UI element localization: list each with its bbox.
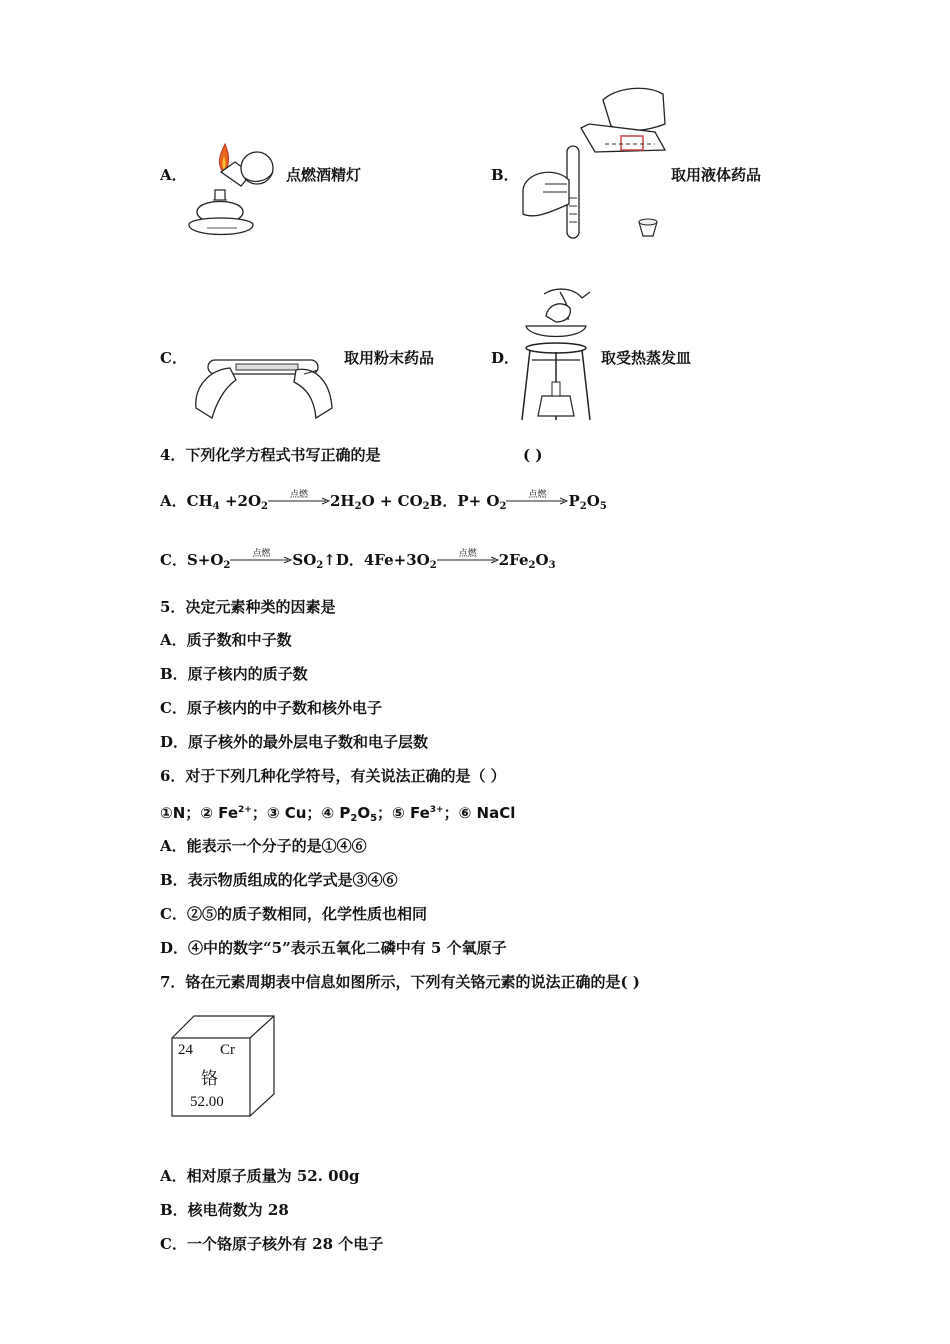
q4-a-letter: A． [160,492,187,510]
q4-option-cd [160,550,556,576]
q5-option-c: C．原子核内的中子数和核外电子 [160,699,382,717]
q4-c-reaction-arrow: 点燃 [230,551,292,571]
q6-option-d: D．④中的数字“5”表示五氧化二磷中有 5 个氧原子 [160,939,507,957]
q3-option-d-letter: D． [491,349,520,367]
q3-option-d-label: 取受热蒸发皿 [601,349,692,367]
alcohol-lamp-icon [183,138,283,243]
q4-b-reaction-arrow: 点燃 [506,492,568,512]
q6-stem: 6．对于下列几种化学符号，有关说法正确的是（ ） [160,767,506,785]
q4-c-letter: C． [160,551,187,569]
q6-option-b: B．表示物质组成的化学式是③④⑥ [160,871,398,889]
q3-option-c-label: 取用粉末药品 [344,349,435,367]
q4-answer-paren: ( ) [523,446,543,464]
q5-stem: 5．决定元素种类的因素是 [160,598,336,616]
q7-option-c: C．一个铬原子核外有 28 个电子 [160,1235,384,1253]
q3-option-b-letter: B． [491,166,519,184]
q5-option-b: B．原子核内的质子数 [160,665,308,683]
q6-symbols: ①N；② $Fe^{2+}$；③ Cu；④ $P_2O_5$；⑤ $Fe^{3+}$；⑥ NaCl [160,804,516,824]
element-atomic-mass: 52.00 [190,1094,224,1110]
q4-a-right: $2H_2O + CO_2B$． [330,492,458,512]
pour-liquid-icon [515,80,675,245]
powder-test-tube-icon [190,348,340,420]
q3-option-b-label: 取用液体药品 [671,166,762,184]
element-card-frame [170,1014,278,1118]
evaporating-dish-icon [516,286,596,424]
q4-a-reaction-arrow: 点燃 [268,492,330,512]
q4-stem: 4．下列化学方程式书写正确的是 [160,446,381,464]
q4-option-ab [160,491,607,517]
q4-b-left: $P+ O_2$ [457,492,507,512]
element-symbol: Cr [220,1042,235,1058]
q3-option-a-letter: A． [160,166,187,184]
q5-option-a: A．质子数和中子数 [160,631,292,649]
q7-option-b: B．核电荷数为 28 [160,1201,289,1219]
q3-option-c-letter: C． [160,349,187,367]
element-card [170,1014,278,1118]
q7-stem: 7．铬在元素周期表中信息如图所示，下列有关铬元素的说法正确的是( ) [160,973,640,991]
q4-b-right: $P_2O_5$ [568,492,607,512]
q4-d-reaction-arrow: 点燃 [437,551,499,571]
q4-d-left: $4Fe+3O_2$ [363,551,437,571]
q6-option-c: C．②⑤的质子数相同，化学性质也相同 [160,905,427,923]
q6-option-a: A．能表示一个分子的是①④⑥ [160,837,367,855]
q3-option-a-label: 点燃酒精灯 [286,166,362,184]
q4-c-left: $S+O_2$ [186,551,231,571]
q4-d-right: $2Fe_2O_3$ [498,551,556,571]
q4-a-left: $CH_4 +2O_2$ [186,492,268,512]
element-name: 铬 [201,1069,218,1089]
q4-c-right: $SO_2↑D$． [292,551,364,571]
q7-option-a: A．相对原子质量为 52. 00g [160,1167,360,1185]
q5-option-d: D．原子核外的最外层电子数和电子层数 [160,733,429,751]
element-atomic-number: 24 [178,1042,193,1058]
